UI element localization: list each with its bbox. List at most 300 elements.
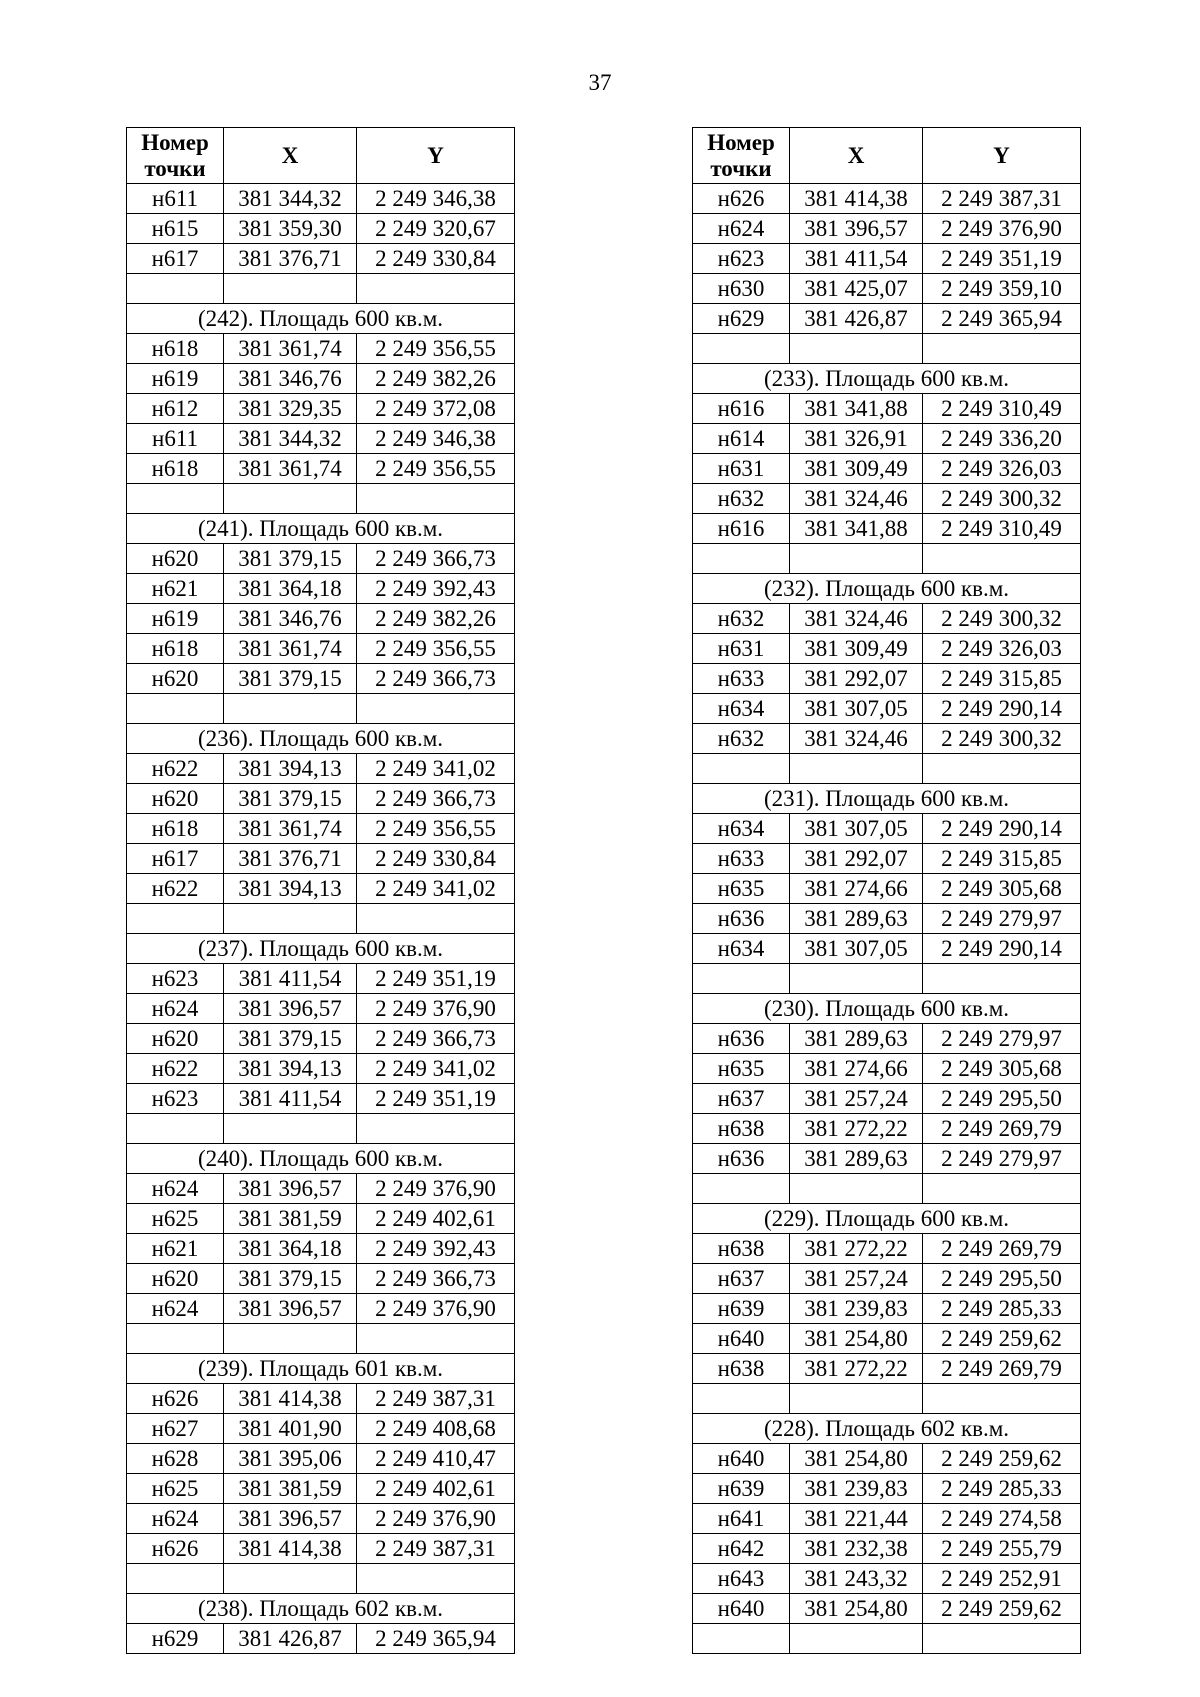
y-coordinate-cell: 2 249 410,47 xyxy=(357,1444,515,1474)
point-number-cell: н627 xyxy=(127,1414,224,1444)
empty-cell xyxy=(693,1174,790,1204)
point-number-cell: н638 xyxy=(693,1114,790,1144)
point-number-cell: н616 xyxy=(693,514,790,544)
table-row xyxy=(127,574,515,604)
point-number-cell: н619 xyxy=(127,364,224,394)
x-coordinate-cell: 381 401,90 xyxy=(224,1414,357,1444)
plot-title-row xyxy=(127,934,515,964)
point-number-cell: н620 xyxy=(127,664,224,694)
plot-title: (238). Площадь 602 кв.м. xyxy=(127,1594,515,1624)
point-number-cell: н635 xyxy=(693,1054,790,1084)
x-coordinate-cell: 381 239,83 xyxy=(790,1294,923,1324)
y-coordinate-cell: 2 249 351,19 xyxy=(357,964,515,994)
x-coordinate-cell: 381 232,38 xyxy=(790,1534,923,1564)
table-row xyxy=(693,844,1081,874)
table-row xyxy=(693,1024,1081,1054)
empty-cell xyxy=(790,1384,923,1414)
plot-title-row xyxy=(127,1354,515,1384)
empty-cell xyxy=(790,754,923,784)
y-coordinate-cell: 2 249 341,02 xyxy=(357,874,515,904)
point-number-cell: н632 xyxy=(693,724,790,754)
table-row xyxy=(127,1384,515,1414)
x-coordinate-cell: 381 309,49 xyxy=(790,454,923,484)
point-number-cell: н624 xyxy=(127,1504,224,1534)
x-coordinate-cell: 381 396,57 xyxy=(224,1174,357,1204)
table-row xyxy=(127,874,515,904)
table-row xyxy=(127,604,515,634)
y-coordinate-cell: 2 249 269,79 xyxy=(923,1354,1081,1384)
point-number-cell: н626 xyxy=(693,184,790,214)
table-row xyxy=(693,274,1081,304)
y-coordinate-cell: 2 249 285,33 xyxy=(923,1474,1081,1504)
point-number-cell: н633 xyxy=(693,844,790,874)
empty-cell xyxy=(357,904,515,934)
point-number-cell: н636 xyxy=(693,1024,790,1054)
point-number-cell: н643 xyxy=(693,1564,790,1594)
point-number-cell: н625 xyxy=(127,1474,224,1504)
point-number-cell: н620 xyxy=(127,784,224,814)
point-number-cell: н634 xyxy=(693,934,790,964)
x-coordinate-cell: 381 361,74 xyxy=(224,454,357,484)
x-coordinate-cell: 381 394,13 xyxy=(224,1054,357,1084)
point-number-cell: н626 xyxy=(127,1534,224,1564)
x-coordinate-cell: 381 361,74 xyxy=(224,634,357,664)
plot-title-row xyxy=(693,364,1081,394)
x-coordinate-cell: 381 379,15 xyxy=(224,664,357,694)
x-coordinate-cell: 381 257,24 xyxy=(790,1264,923,1294)
table-row xyxy=(127,214,515,244)
y-coordinate-cell: 2 249 310,49 xyxy=(923,514,1081,544)
x-coordinate-cell: 381 324,46 xyxy=(790,604,923,634)
x-coordinate-cell: 381 396,57 xyxy=(224,994,357,1024)
y-coordinate-cell: 2 249 408,68 xyxy=(357,1414,515,1444)
x-coordinate-cell: 381 341,88 xyxy=(790,394,923,424)
y-coordinate-cell: 2 249 326,03 xyxy=(923,634,1081,664)
x-coordinate-cell: 381 414,38 xyxy=(224,1384,357,1414)
y-coordinate-cell: 2 249 365,94 xyxy=(923,304,1081,334)
table-row xyxy=(693,664,1081,694)
blank-row xyxy=(693,1384,1081,1414)
x-coordinate-cell: 381 379,15 xyxy=(224,1264,357,1294)
y-coordinate-cell: 2 249 392,43 xyxy=(357,574,515,604)
empty-cell xyxy=(923,334,1081,364)
y-coordinate-cell: 2 249 366,73 xyxy=(357,664,515,694)
empty-cell xyxy=(923,964,1081,994)
y-coordinate-cell: 2 249 376,90 xyxy=(357,1174,515,1204)
point-number-cell: н624 xyxy=(127,1174,224,1204)
x-coordinate-cell: 381 341,88 xyxy=(790,514,923,544)
x-coordinate-cell: 381 394,13 xyxy=(224,874,357,904)
table-row xyxy=(127,1294,515,1324)
table-row xyxy=(127,544,515,574)
point-number-cell: н640 xyxy=(693,1324,790,1354)
point-number-cell: н622 xyxy=(127,874,224,904)
table-row xyxy=(693,694,1081,724)
table-row xyxy=(127,964,515,994)
table-row xyxy=(127,1204,515,1234)
point-number-cell: н621 xyxy=(127,574,224,604)
x-coordinate-cell: 381 379,15 xyxy=(224,1024,357,1054)
empty-cell xyxy=(357,694,515,724)
x-coordinate-cell: 381 257,24 xyxy=(790,1084,923,1114)
plot-title-row xyxy=(693,1414,1081,1444)
table-row xyxy=(693,1054,1081,1084)
x-coordinate-cell: 381 344,32 xyxy=(224,424,357,454)
y-coordinate-cell: 2 249 320,67 xyxy=(357,214,515,244)
point-number-cell: н618 xyxy=(127,334,224,364)
empty-cell xyxy=(357,1564,515,1594)
empty-cell xyxy=(923,1384,1081,1414)
y-coordinate-cell: 2 249 295,50 xyxy=(923,1084,1081,1114)
x-coordinate-cell: 381 414,38 xyxy=(790,184,923,214)
y-coordinate-cell: 2 249 376,90 xyxy=(357,1294,515,1324)
point-number-cell: н636 xyxy=(693,1144,790,1174)
y-coordinate-cell: 2 249 382,26 xyxy=(357,364,515,394)
table-row xyxy=(693,1534,1081,1564)
table-row xyxy=(693,484,1081,514)
table-row xyxy=(693,634,1081,664)
y-coordinate-cell: 2 249 366,73 xyxy=(357,784,515,814)
x-coordinate-cell: 381 272,22 xyxy=(790,1114,923,1144)
point-number-cell: н632 xyxy=(693,484,790,514)
point-number-cell: н642 xyxy=(693,1534,790,1564)
point-number-cell: н623 xyxy=(693,244,790,274)
y-coordinate-cell: 2 249 402,61 xyxy=(357,1204,515,1234)
table-row xyxy=(693,1444,1081,1474)
empty-cell xyxy=(790,964,923,994)
x-coordinate-cell: 381 326,91 xyxy=(790,424,923,454)
table-row xyxy=(127,454,515,484)
plot-title-row xyxy=(127,304,515,334)
blank-row xyxy=(693,544,1081,574)
table-row xyxy=(693,1354,1081,1384)
x-coordinate-cell: 381 272,22 xyxy=(790,1354,923,1384)
table-row xyxy=(693,1594,1081,1624)
y-coordinate-cell: 2 249 279,97 xyxy=(923,904,1081,934)
y-coordinate-cell: 2 249 346,38 xyxy=(357,424,515,454)
point-number-cell: н612 xyxy=(127,394,224,424)
empty-cell xyxy=(693,1624,790,1654)
x-coordinate-cell: 381 346,76 xyxy=(224,604,357,634)
y-coordinate-cell: 2 249 359,10 xyxy=(923,274,1081,304)
table-row xyxy=(693,904,1081,934)
y-coordinate-cell: 2 249 290,14 xyxy=(923,934,1081,964)
empty-cell xyxy=(357,1324,515,1354)
point-number-cell: н614 xyxy=(693,424,790,454)
table-row xyxy=(693,1474,1081,1504)
point-number-cell: н633 xyxy=(693,664,790,694)
y-coordinate-cell: 2 249 356,55 xyxy=(357,334,515,364)
y-coordinate-cell: 2 249 366,73 xyxy=(357,1024,515,1054)
plot-title: (239). Площадь 601 кв.м. xyxy=(127,1354,515,1384)
point-number-cell: н637 xyxy=(693,1084,790,1114)
y-coordinate-cell: 2 249 255,79 xyxy=(923,1534,1081,1564)
plot-title-row xyxy=(693,994,1081,1024)
x-coordinate-cell: 381 274,66 xyxy=(790,874,923,904)
blank-row xyxy=(127,274,515,304)
x-coordinate-cell: 381 272,22 xyxy=(790,1234,923,1264)
y-coordinate-cell: 2 249 376,90 xyxy=(923,214,1081,244)
blank-row xyxy=(127,904,515,934)
y-coordinate-cell: 2 249 341,02 xyxy=(357,754,515,784)
point-number-cell: н631 xyxy=(693,634,790,664)
x-coordinate-cell: 381 243,32 xyxy=(790,1564,923,1594)
page-number: 37 xyxy=(588,70,612,95)
point-number-cell: н630 xyxy=(693,274,790,304)
plot-title: (231). Площадь 600 кв.м. xyxy=(693,784,1081,814)
empty-cell xyxy=(127,1564,224,1594)
table-row xyxy=(693,1234,1081,1264)
x-coordinate-cell: 381 411,54 xyxy=(224,1084,357,1114)
y-coordinate-cell: 2 249 330,84 xyxy=(357,244,515,274)
empty-cell xyxy=(127,1114,224,1144)
point-number-cell: н629 xyxy=(127,1624,224,1654)
empty-cell xyxy=(693,1384,790,1414)
plot-title-row xyxy=(693,574,1081,604)
y-coordinate-cell: 2 249 346,38 xyxy=(357,184,515,214)
point-number-cell: н640 xyxy=(693,1594,790,1624)
point-number-cell: н616 xyxy=(693,394,790,424)
point-number-cell: н626 xyxy=(127,1384,224,1414)
point-number-cell: н635 xyxy=(693,874,790,904)
point-number-cell: н628 xyxy=(127,1444,224,1474)
table-row xyxy=(693,304,1081,334)
table-row xyxy=(693,1564,1081,1594)
plot-title-row xyxy=(693,784,1081,814)
table-row xyxy=(127,1024,515,1054)
table-row xyxy=(693,1324,1081,1354)
x-coordinate-cell: 381 379,15 xyxy=(224,544,357,574)
point-number-cell: н629 xyxy=(693,304,790,334)
table-row xyxy=(127,664,515,694)
point-number-cell: н640 xyxy=(693,1444,790,1474)
y-coordinate-cell: 2 249 279,97 xyxy=(923,1024,1081,1054)
blank-row xyxy=(693,334,1081,364)
x-coordinate-cell: 381 307,05 xyxy=(790,694,923,724)
x-coordinate-cell: 381 324,46 xyxy=(790,484,923,514)
x-coordinate-cell: 381 411,54 xyxy=(790,244,923,274)
point-number-cell: н625 xyxy=(127,1204,224,1234)
table-row xyxy=(693,814,1081,844)
x-coordinate-cell: 381 381,59 xyxy=(224,1474,357,1504)
x-coordinate-cell: 381 289,63 xyxy=(790,904,923,934)
y-coordinate-cell: 2 249 387,31 xyxy=(357,1384,515,1414)
x-coordinate-cell: 381 239,83 xyxy=(790,1474,923,1504)
x-coordinate-cell: 381 426,87 xyxy=(224,1624,357,1654)
empty-cell xyxy=(224,484,357,514)
y-coordinate-cell: 2 249 300,32 xyxy=(923,604,1081,634)
empty-cell xyxy=(790,544,923,574)
plot-title: (237). Площадь 600 кв.м. xyxy=(127,934,515,964)
empty-cell xyxy=(923,1174,1081,1204)
plot-title: (233). Площадь 600 кв.м. xyxy=(693,364,1081,394)
x-coordinate-cell: 381 289,63 xyxy=(790,1024,923,1054)
plot-title: (229). Площадь 600 кв.м. xyxy=(693,1204,1081,1234)
plot-title: (236). Площадь 600 кв.м. xyxy=(127,724,515,754)
plot-title: (241). Площадь 600 кв.м. xyxy=(127,514,515,544)
table-row xyxy=(127,1414,515,1444)
y-coordinate-cell: 2 249 315,85 xyxy=(923,844,1081,874)
y-coordinate-cell: 2 249 295,50 xyxy=(923,1264,1081,1294)
table-row xyxy=(127,1504,515,1534)
empty-cell xyxy=(224,274,357,304)
table-row xyxy=(693,1084,1081,1114)
x-coordinate-cell: 381 376,71 xyxy=(224,844,357,874)
y-coordinate-cell: 2 249 300,32 xyxy=(923,724,1081,754)
empty-cell xyxy=(790,1174,923,1204)
table-row xyxy=(127,844,515,874)
y-coordinate-cell: 2 249 305,68 xyxy=(923,1054,1081,1084)
point-number-cell: н622 xyxy=(127,754,224,784)
x-coordinate-cell: 381 359,30 xyxy=(224,214,357,244)
x-coordinate-cell: 381 254,80 xyxy=(790,1444,923,1474)
table-row xyxy=(693,514,1081,544)
x-coordinate-cell: 381 364,18 xyxy=(224,574,357,604)
empty-cell xyxy=(127,484,224,514)
table-row xyxy=(127,1084,515,1114)
x-coordinate-cell: 381 307,05 xyxy=(790,934,923,964)
table-row xyxy=(127,244,515,274)
y-coordinate-cell: 2 249 315,85 xyxy=(923,664,1081,694)
x-coordinate-cell: 381 426,87 xyxy=(790,304,923,334)
empty-cell xyxy=(224,904,357,934)
y-coordinate-cell: 2 249 356,55 xyxy=(357,634,515,664)
table-row xyxy=(693,934,1081,964)
table-row xyxy=(127,184,515,214)
table-row xyxy=(693,1114,1081,1144)
point-number-cell: н617 xyxy=(127,244,224,274)
y-coordinate-cell: 2 249 341,02 xyxy=(357,1054,515,1084)
table-row xyxy=(127,1174,515,1204)
point-number-cell: н632 xyxy=(693,604,790,634)
table-row xyxy=(693,394,1081,424)
plot-title: (228). Площадь 602 кв.м. xyxy=(693,1414,1081,1444)
x-coordinate-cell: 381 361,74 xyxy=(224,814,357,844)
empty-cell xyxy=(923,1624,1081,1654)
x-coordinate-cell: 381 292,07 xyxy=(790,844,923,874)
x-coordinate-cell: 381 411,54 xyxy=(224,964,357,994)
table-row xyxy=(127,394,515,424)
point-number-cell: н619 xyxy=(127,604,224,634)
plot-title: (242). Площадь 600 кв.м. xyxy=(127,304,515,334)
point-number-cell: н637 xyxy=(693,1264,790,1294)
point-number-cell: н611 xyxy=(127,184,224,214)
x-coordinate-cell: 381 381,59 xyxy=(224,1204,357,1234)
point-number-cell: н638 xyxy=(693,1354,790,1384)
blank-row xyxy=(693,1624,1081,1654)
empty-cell xyxy=(357,1114,515,1144)
y-coordinate-cell: 2 249 387,31 xyxy=(357,1534,515,1564)
y-coordinate-cell: 2 249 351,19 xyxy=(923,244,1081,274)
plot-title-row xyxy=(127,724,515,754)
y-coordinate-cell: 2 249 279,97 xyxy=(923,1144,1081,1174)
x-coordinate-cell: 381 379,15 xyxy=(224,784,357,814)
plot-title: (240). Площадь 600 кв.м. xyxy=(127,1144,515,1174)
plot-title-row xyxy=(127,514,515,544)
point-number-cell: н641 xyxy=(693,1504,790,1534)
plot-title: (232). Площадь 600 кв.м. xyxy=(693,574,1081,604)
table-row xyxy=(127,1264,515,1294)
plot-title-row xyxy=(127,1144,515,1174)
y-coordinate-cell: 2 249 259,62 xyxy=(923,1444,1081,1474)
y-coordinate-cell: 2 249 326,03 xyxy=(923,454,1081,484)
coordinates-table-right xyxy=(692,127,1081,1654)
table-body-left xyxy=(127,184,515,1654)
x-coordinate-cell: 381 254,80 xyxy=(790,1324,923,1354)
x-coordinate-cell: 381 309,49 xyxy=(790,634,923,664)
table-row xyxy=(127,1234,515,1264)
point-number-cell: н617 xyxy=(127,844,224,874)
empty-cell xyxy=(224,1324,357,1354)
y-coordinate-cell: 2 249 252,91 xyxy=(923,1564,1081,1594)
point-number-cell: н624 xyxy=(127,994,224,1024)
table-row xyxy=(127,784,515,814)
table-row xyxy=(693,454,1081,484)
coordinates-table-left xyxy=(126,127,515,1654)
empty-cell xyxy=(790,334,923,364)
y-coordinate-cell: 2 249 356,55 xyxy=(357,814,515,844)
y-coordinate-cell: 2 249 300,32 xyxy=(923,484,1081,514)
y-coordinate-cell: 2 249 290,14 xyxy=(923,694,1081,724)
y-coordinate-cell: 2 249 259,62 xyxy=(923,1594,1081,1624)
blank-row xyxy=(127,1564,515,1594)
empty-cell xyxy=(127,694,224,724)
y-coordinate-cell: 2 249 382,26 xyxy=(357,604,515,634)
blank-row xyxy=(693,1174,1081,1204)
y-coordinate-cell: 2 249 259,62 xyxy=(923,1324,1081,1354)
x-coordinate-cell: 381 221,44 xyxy=(790,1504,923,1534)
table-row xyxy=(127,1624,515,1654)
table-row xyxy=(127,364,515,394)
y-coordinate-cell: 2 249 351,19 xyxy=(357,1084,515,1114)
table-row xyxy=(127,1444,515,1474)
y-coordinate-cell: 2 249 336,20 xyxy=(923,424,1081,454)
x-coordinate-cell: 381 364,18 xyxy=(224,1234,357,1264)
y-coordinate-cell: 2 249 285,33 xyxy=(923,1294,1081,1324)
point-number-cell: н638 xyxy=(693,1234,790,1264)
point-number-cell: н620 xyxy=(127,1024,224,1054)
header-x: X xyxy=(790,128,923,184)
header-x: X xyxy=(224,128,357,184)
point-number-cell: н621 xyxy=(127,1234,224,1264)
point-number-cell: н615 xyxy=(127,214,224,244)
empty-cell xyxy=(224,694,357,724)
x-coordinate-cell: 381 292,07 xyxy=(790,664,923,694)
point-number-cell: н623 xyxy=(127,1084,224,1114)
empty-cell xyxy=(357,274,515,304)
empty-cell xyxy=(693,334,790,364)
y-coordinate-cell: 2 249 330,84 xyxy=(357,844,515,874)
x-coordinate-cell: 381 361,74 xyxy=(224,334,357,364)
y-coordinate-cell: 2 249 305,68 xyxy=(923,874,1081,904)
empty-cell xyxy=(127,1324,224,1354)
empty-cell xyxy=(693,964,790,994)
y-coordinate-cell: 2 249 366,73 xyxy=(357,544,515,574)
point-number-cell: н639 xyxy=(693,1474,790,1504)
blank-row xyxy=(693,964,1081,994)
table-row xyxy=(127,634,515,664)
point-number-cell: н618 xyxy=(127,634,224,664)
y-coordinate-cell: 2 249 269,79 xyxy=(923,1234,1081,1264)
table-header-row xyxy=(693,128,1081,184)
point-number-cell: н634 xyxy=(693,694,790,724)
header-y: Y xyxy=(923,128,1081,184)
y-coordinate-cell: 2 249 290,14 xyxy=(923,814,1081,844)
table-row xyxy=(693,874,1081,904)
table-row xyxy=(127,334,515,364)
y-coordinate-cell: 2 249 372,08 xyxy=(357,394,515,424)
x-coordinate-cell: 381 346,76 xyxy=(224,364,357,394)
